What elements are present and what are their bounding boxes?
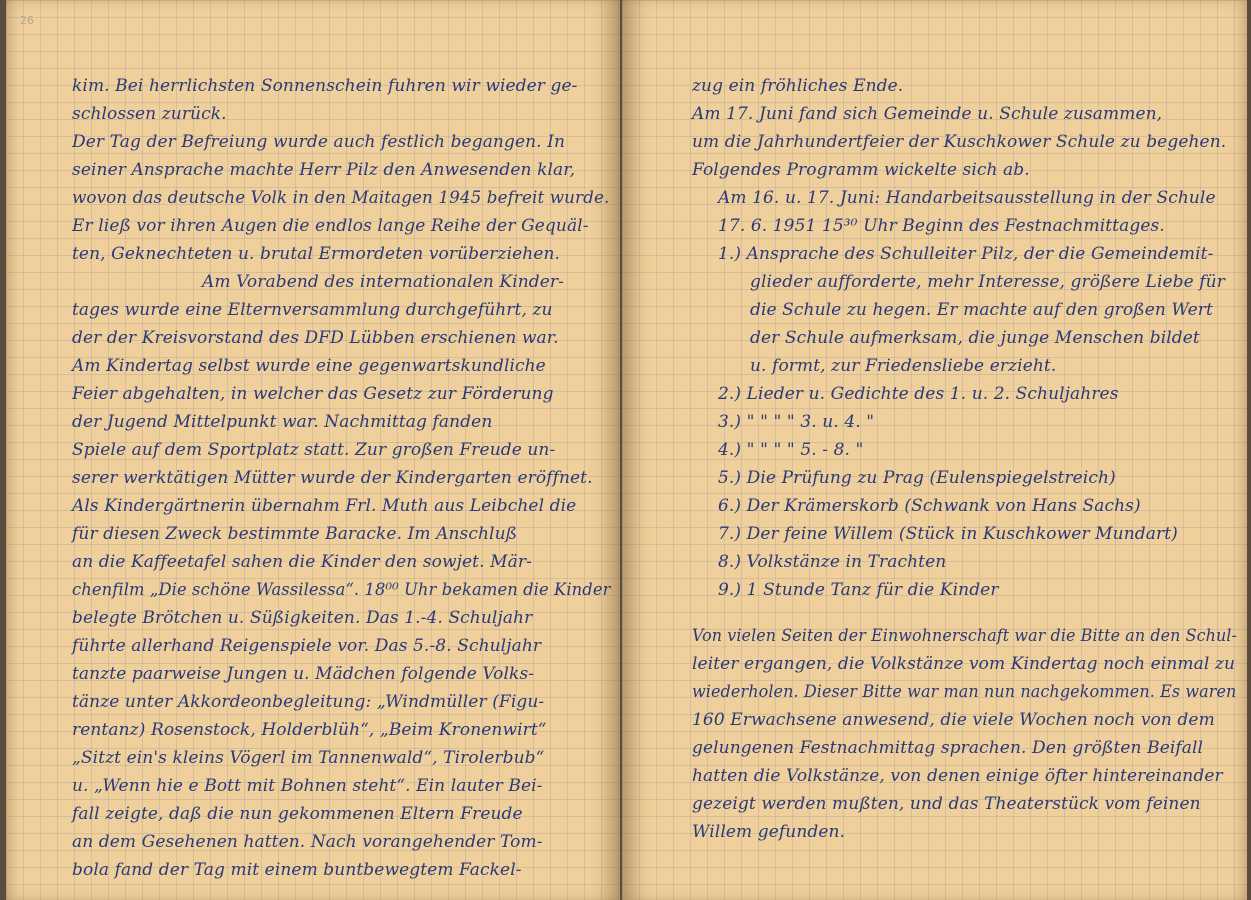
handwritten-line: wovon das deutsche Volk in den Maitagen 1945 befreit wurde. — [72, 188, 610, 208]
handwritten-line: Spiele auf dem Sportplatz statt. Zur großen Freude un- — [72, 440, 556, 460]
program-item: 5.) Die Prüfung zu Prag (Eulenspiegelstreich) — [718, 468, 1116, 488]
handwritten-line: Am Vorabend des internationalen Kinder- — [202, 272, 564, 292]
handwritten-line: rentanz) Rosenstock, Holderblüh“, „Beim Kronenwirt“ — [72, 720, 547, 740]
handwritten-line: der Jugend Mittelpunkt war. Nachmittag fanden — [72, 412, 493, 432]
handwritten-line: Er ließ vor ihren Augen die endlos lange Reihe der Gequäl- — [72, 216, 589, 236]
handwritten-line: u. „Wenn hie e Bott mit Bohnen steht“. Ein lauter Bei- — [72, 776, 543, 796]
left-page — [6, 0, 620, 900]
handwritten-line: 160 Erwachsene anwesend, die viele Wochen noch von dem — [692, 710, 1215, 730]
handwritten-line: gezeigt werden mußten, und das Theaterstück vom feinen — [692, 794, 1201, 814]
handwritten-line: für diesen Zweck bestimmte Baracke. Im Anschluß — [72, 524, 518, 544]
handwritten-line: gelungenen Festnachmittag sprachen. Den größten Beifall — [692, 738, 1204, 758]
handwritten-line: seiner Ansprache machte Herr Pilz den Anwesenden klar, — [72, 160, 576, 180]
handwritten-line: chenfilm „Die schöne Wassilessa“. 18⁰⁰ Uhr bekamen die Kinder — [72, 580, 611, 600]
handwritten-line: Am Kindertag selbst wurde eine gegenwartskundliche — [72, 356, 546, 376]
handwritten-line: serer werktätigen Mütter wurde der Kindergarten eröffnet. — [72, 468, 593, 488]
handwritten-line: Am 17. Juni fand sich Gemeinde u. Schule zusammen, — [692, 104, 1163, 124]
handwritten-line: glieder aufforderte, mehr Interesse, größere Liebe für — [750, 272, 1225, 292]
handwritten-line: 17. 6. 1951 15³⁰ Uhr Beginn des Festnachmittages. — [718, 216, 1165, 236]
program-item: 3.) " " " " 3. u. 4. " — [718, 412, 875, 432]
handwritten-line: der Schule aufmerksam, die junge Menschen bildet — [750, 328, 1200, 348]
handwritten-line: an dem Gesehenen hatten. Nach vorangehender Tom- — [72, 832, 543, 852]
handwritten-line: schlossen zurück. — [72, 104, 227, 124]
program-item: 4.) " " " " 5. - 8. " — [718, 440, 864, 460]
handwritten-line: Als Kindergärtnerin übernahm Frl. Muth aus Leibchel die — [72, 496, 577, 516]
program-item: 2.) Lieder u. Gedichte des 1. u. 2. Schuljahres — [718, 384, 1119, 404]
program-item: 8.) Volkstänze in Trachten — [718, 552, 947, 572]
handwritten-line: tages wurde eine Elternversammlung durchgeführt, zu — [72, 300, 553, 320]
handwritten-line: Von vielen Seiten der Einwohnerschaft war die Bitte an den Schul- — [692, 626, 1237, 646]
page-number: 26 — [20, 14, 34, 27]
program-item: 7.) Der feine Willem (Stück in Kuschkower Mundart) — [718, 524, 1178, 544]
handwritten-line: kim. Bei herrlichsten Sonnenschein fuhren wir wieder ge- — [72, 76, 578, 96]
program-item: 6.) Der Krämerskorb (Schwank von Hans Sachs) — [718, 496, 1141, 516]
handwritten-line: belegte Brötchen u. Süßigkeiten. Das 1.-4. Schuljahr — [72, 608, 533, 628]
program-item: 9.) 1 Stunde Tanz für die Kinder — [718, 580, 999, 600]
handwritten-line: an die Kaffeetafel sahen die Kinder den sowjet. Mär- — [72, 552, 532, 572]
handwritten-line: hatten die Volkstänze, von denen einige öfter hintereinander — [692, 766, 1223, 786]
handwritten-line: die Schule zu hegen. Er machte auf den großen Wert — [750, 300, 1213, 320]
right-page — [622, 0, 1247, 900]
handwritten-line: wiederholen. Dieser Bitte war man nun nachgekommen. Es waren — [692, 682, 1237, 702]
handwritten-line: „Sitzt ein's kleins Vögerl im Tannenwald“, Tirolerbub“ — [72, 748, 545, 768]
handwritten-line: zug ein fröhliches Ende. — [692, 76, 904, 96]
handwritten-line: tänze unter Akkordeonbegleitung: „Windmüller (Figu- — [72, 692, 545, 712]
handwritten-line: tanzte paarweise Jungen u. Mädchen folgende Volks- — [72, 664, 535, 684]
handwritten-line: fall zeigte, daß die nun gekommenen Eltern Freude — [72, 804, 523, 824]
handwritten-line: Willem gefunden. — [692, 822, 846, 842]
handwritten-line: führte allerhand Reigenspiele vor. Das 5.-8. Schuljahr — [72, 636, 542, 656]
handwritten-line: um die Jahrhundertfeier der Kuschkower Schule zu begehen. — [692, 132, 1227, 152]
handwritten-line: Folgendes Programm wickelte sich ab. — [692, 160, 1030, 180]
handwritten-line: ten, Geknechteten u. brutal Ermordeten vorüberziehen. — [72, 244, 561, 264]
handwritten-line: Am 16. u. 17. Juni: Handarbeitsausstellung in der Schule — [718, 188, 1216, 208]
program-item: 1.) Ansprache des Schulleiter Pilz, der die Gemeindemit- — [718, 244, 1214, 264]
handwritten-line: Feier abgehalten, in welcher das Gesetz zur Förderung — [72, 384, 554, 404]
handwritten-line: der der Kreisvorstand des DFD Lübben erschienen war. — [72, 328, 559, 348]
handwritten-line: u. formt, zur Friedensliebe erzieht. — [750, 356, 1057, 376]
handwritten-line: Der Tag der Befreiung wurde auch festlich begangen. In — [72, 132, 566, 152]
handwritten-line: bola fand der Tag mit einem buntbewegtem Fackel- — [72, 860, 522, 880]
handwritten-line: leiter ergangen, die Volkstänze vom Kindertag noch einmal zu — [692, 654, 1236, 674]
